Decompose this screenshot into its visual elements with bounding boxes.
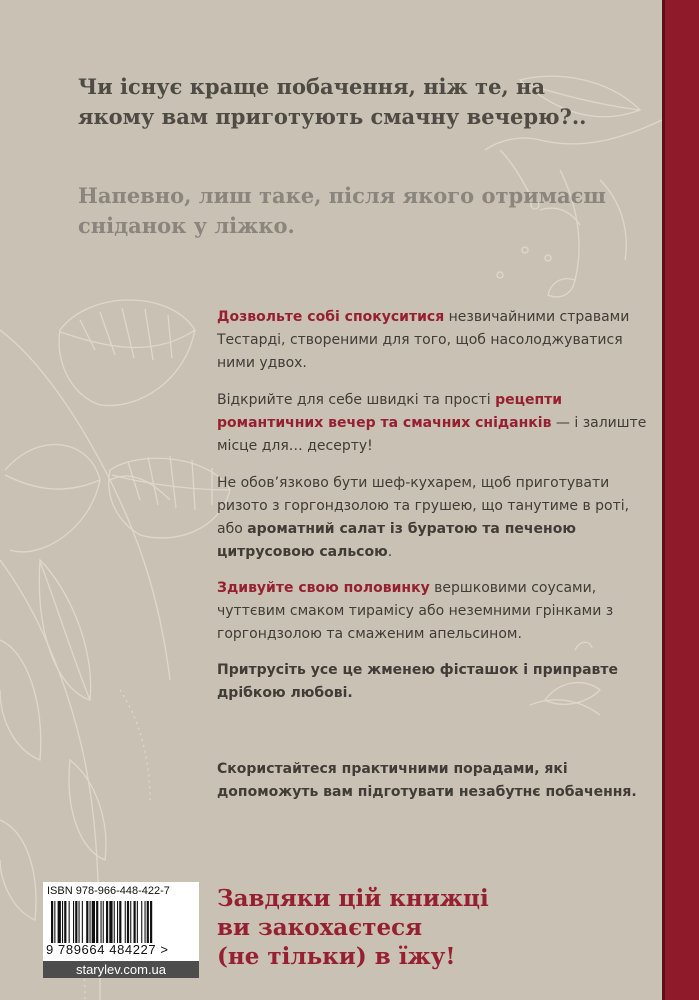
description-paragraph-1 [217, 306, 647, 375]
bold-text: ароматний салат із буратою та печеною цитрусовою сальсою [217, 521, 576, 560]
highlight-text: Дозвольте собі спокуситися [217, 309, 445, 325]
description-paragraph-3 [217, 472, 647, 564]
barcode-icon [51, 901, 193, 943]
description-paragraph-4 [217, 577, 647, 646]
description-paragraph-5: Притрусіть усе це жменею фісташок і приправте дрібкою любові. [217, 662, 619, 701]
isbn-label: ISBN 978-966-448-422-7 [47, 885, 170, 897]
paragraph-text: незвичайними стравами Тестарді, створеними для того, щоб насолоджуватися ними удвох. [217, 309, 630, 371]
highlight-text: Здивуйте свою половинку [217, 580, 430, 596]
slogan [217, 884, 637, 971]
slogan-line-1: Завдяки цій книжці [217, 885, 489, 912]
intro-answer: Напевно, лиш таке, після якого отримаєш сніданок у ліжко. [78, 183, 606, 238]
paragraph-text: вершковими соусами, чуттєвим смаком тирамісу або неземними грінками з горгондзолою та смаженим апельсином. [217, 580, 614, 642]
paragraph-text: Відкрийте для себе швидкі та прості [217, 392, 496, 408]
description-paragraph-2 [217, 389, 647, 458]
paragraph-text: — і залиште місце для… десерту! [217, 415, 647, 454]
isbn-barcode-box [43, 882, 199, 978]
highlight-text: рецепти романтичних вечер та смачних сніданків [217, 392, 563, 431]
paragraph-text: . [387, 544, 393, 560]
website-link[interactable]: starylev.com.ua [75, 962, 167, 977]
barcode-digits: 9 789664 484227 > [46, 942, 169, 957]
book-spine [662, 0, 699, 1000]
slogan-line-2: ви закохаєтеся [217, 914, 423, 941]
intro-question: Чи існує краще побачення, ніж те, на якому вам приготують смачну вечерю?.. [78, 74, 587, 129]
paragraph-text: Не обов’язково бути шеф-кухарем, щоб приготувати ризото з горгондзолою та грушею, що танутиме в роті, або [217, 475, 630, 537]
website-bar [43, 961, 199, 978]
spine-edge [662, 0, 665, 1000]
slogan-line-3: (не тільки) в їжу! [217, 943, 456, 970]
tips-paragraph: Скористайтеся практичними порадами, які допоможуть вам підготувати незабутнє побачення. [217, 761, 637, 800]
